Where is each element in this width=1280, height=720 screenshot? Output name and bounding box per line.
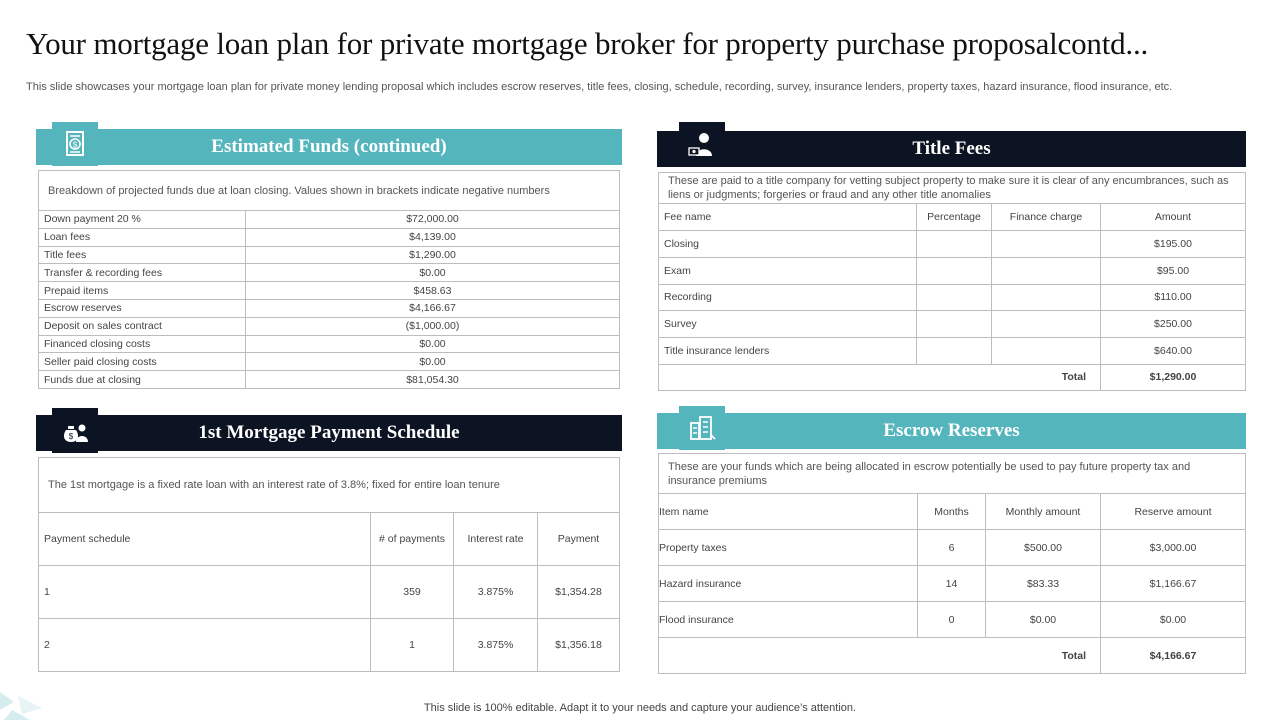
table-row: [659, 231, 1246, 258]
escrow-reserves-banner: [657, 413, 1246, 449]
table-row: [659, 257, 1246, 284]
estimated-funds-description: Breakdown of projected funds due at loan closing. Values shown in brackets indicate negative numbers: [39, 171, 620, 211]
column-header: Finance charge: [992, 204, 1101, 231]
fee-finance-cell: [992, 257, 1101, 284]
fund-label-cell: Transfer & recording fees: [39, 264, 246, 282]
fund-value-cell: $0.00: [246, 353, 620, 371]
estimated-funds-heading: Estimated Funds (continued): [211, 136, 447, 157]
fee-name-cell: Recording: [659, 284, 917, 311]
table-row: [39, 228, 620, 246]
table-row: [39, 371, 620, 389]
title-fees-heading: Title Fees: [912, 138, 991, 159]
table-row: [39, 335, 620, 353]
fund-value-cell: $4,166.67: [246, 299, 620, 317]
title-fees-header-row: [659, 204, 1246, 231]
fee-percentage-cell: [917, 257, 992, 284]
interest-rate-cell: 3.875%: [454, 619, 538, 672]
person-cash-icon: [679, 122, 725, 167]
column-header: Item name: [659, 494, 918, 530]
page-subtitle: This slide showcases your mortgage loan plan for private money lending proposal which includes escrow reserves, title fees, closing, schedule, recording, survey, insurance lenders, property taxes, hazard insurance, flood insurance, etc.: [26, 81, 1173, 93]
fund-value-cell: $72,000.00: [246, 211, 620, 229]
fund-label-cell: Deposit on sales contract: [39, 317, 246, 335]
payment-schedule-panel: [36, 408, 622, 674]
fee-finance-cell: [992, 284, 1101, 311]
total-label: Total: [659, 638, 1101, 674]
fee-finance-cell: [992, 338, 1101, 365]
escrow-item-cell: Hazard insurance: [659, 566, 918, 602]
column-header: Percentage: [917, 204, 992, 231]
interest-rate-cell: 3.875%: [454, 566, 538, 619]
total-value: $4,166.67: [1101, 638, 1246, 674]
fee-finance-cell: [992, 231, 1101, 258]
table-row: [39, 353, 620, 371]
fee-amount-cell: $195.00: [1101, 231, 1246, 258]
total-label: Total: [659, 364, 1101, 390]
table-row: [39, 211, 620, 229]
fee-amount-cell: $95.00: [1101, 257, 1246, 284]
schedule-cell: 1: [39, 566, 371, 619]
column-header: # of payments: [371, 513, 454, 566]
escrow-reserve-cell: $3,000.00: [1101, 530, 1246, 566]
fund-value-cell: $1,290.00: [246, 246, 620, 264]
payment-schedule-heading: 1st Mortgage Payment Schedule: [198, 422, 460, 443]
payment-count-cell: 1: [371, 619, 454, 672]
fund-value-cell: $0.00: [246, 264, 620, 282]
escrow-item-cell: Flood insurance: [659, 602, 918, 638]
escrow-reserve-cell: $1,166.67: [1101, 566, 1246, 602]
escrow-reserves-description: These are your funds which are being allocated in escrow potentially be used to pay future property tax and insurance premiums: [659, 454, 1246, 494]
fee-name-cell: Exam: [659, 257, 917, 284]
fund-label-cell: Loan fees: [39, 228, 246, 246]
escrow-item-cell: Property taxes: [659, 530, 918, 566]
fee-amount-cell: $250.00: [1101, 311, 1246, 338]
escrow-reserves-heading: Escrow Reserves: [883, 420, 1020, 441]
escrow-reserve-cell: $0.00: [1101, 602, 1246, 638]
title-fees-panel: [657, 122, 1246, 392]
fee-name-cell: Closing: [659, 231, 917, 258]
fee-percentage-cell: [917, 338, 992, 365]
table-row: [39, 317, 620, 335]
fee-finance-cell: [992, 311, 1101, 338]
svg-text:$: $: [68, 431, 74, 441]
svg-text:$: $: [72, 140, 78, 150]
fund-label-cell: Down payment 20 %: [39, 211, 246, 229]
escrow-monthly-cell: $83.33: [986, 566, 1101, 602]
fee-percentage-cell: [917, 284, 992, 311]
dollar-document-icon: [52, 122, 98, 166]
footer-note: This slide is 100% editable. Adapt it to your needs and capture your audience’s attention.: [423, 702, 857, 714]
table-row: [39, 299, 620, 317]
column-header: Reserve amount: [1101, 494, 1246, 530]
fund-label-cell: Escrow reserves: [39, 299, 246, 317]
payment-count-cell: 359: [371, 566, 454, 619]
escrow-months-cell: 0: [918, 602, 986, 638]
column-header: Monthly amount: [986, 494, 1101, 530]
table-row: [659, 284, 1246, 311]
escrow-total-row: [659, 638, 1246, 674]
fund-label-cell: Financed closing costs: [39, 335, 246, 353]
escrow-monthly-cell: $500.00: [986, 530, 1101, 566]
table-row: [659, 566, 1246, 602]
fund-value-cell: $81,054.30: [246, 371, 620, 389]
schedule-cell: 2: [39, 619, 371, 672]
payment-amount-cell: $1,356.18: [538, 619, 620, 672]
fee-percentage-cell: [917, 311, 992, 338]
table-row: [39, 566, 620, 619]
title-fees-banner: [657, 131, 1246, 167]
table-row: [39, 264, 620, 282]
fund-label-cell: Seller paid closing costs: [39, 353, 246, 371]
payment-schedule-header-row: [39, 513, 620, 566]
escrow-reserves-table: [658, 453, 1246, 674]
escrow-months-cell: 14: [918, 566, 986, 602]
table-row: [659, 311, 1246, 338]
escrow-header-row: [659, 494, 1246, 530]
payment-schedule-table: [38, 457, 620, 672]
title-fees-description: These are paid to a title company for vetting subject property to make sure it is clear of any encumbrances, such as liens or judgments; forgeries or fraud and any other title anomalies: [659, 173, 1246, 204]
fund-value-cell: $458.63: [246, 282, 620, 300]
estimated-funds-banner: [36, 129, 622, 165]
column-header: Interest rate: [454, 513, 538, 566]
table-row: [659, 602, 1246, 638]
title-fees-table: [658, 172, 1246, 391]
fee-name-cell: Survey: [659, 311, 917, 338]
column-header: Payment: [538, 513, 620, 566]
buildings-icon: [679, 406, 725, 450]
fund-label-cell: Prepaid items: [39, 282, 246, 300]
escrow-months-cell: 6: [918, 530, 986, 566]
payment-amount-cell: $1,354.28: [538, 566, 620, 619]
table-row: [39, 246, 620, 264]
page-title: Your mortgage loan plan for private mortgage broker for property purchase proposalcontd...: [26, 26, 1149, 61]
column-header: Amount: [1101, 204, 1246, 231]
fund-value-cell: ($1,000.00): [246, 317, 620, 335]
escrow-reserves-panel: [657, 406, 1246, 674]
fund-value-cell: $4,139.00: [246, 228, 620, 246]
estimated-funds-table: [38, 170, 620, 389]
total-value: $1,290.00: [1101, 364, 1246, 390]
money-bag-person-icon: [52, 408, 98, 453]
fee-amount-cell: $110.00: [1101, 284, 1246, 311]
table-row: [659, 338, 1246, 365]
fee-amount-cell: $640.00: [1101, 338, 1246, 365]
fee-percentage-cell: [917, 231, 992, 258]
table-row: [39, 282, 620, 300]
fund-label-cell: Title fees: [39, 246, 246, 264]
fund-value-cell: $0.00: [246, 335, 620, 353]
title-fees-total-row: [659, 364, 1246, 390]
table-row: [39, 619, 620, 672]
column-header: Payment schedule: [39, 513, 371, 566]
column-header: Fee name: [659, 204, 917, 231]
fund-label-cell: Funds due at closing: [39, 371, 246, 389]
column-header: Months: [918, 494, 986, 530]
payment-schedule-description: The 1st mortgage is a fixed rate loan with an interest rate of 3.8%; fixed for entire loan tenure: [39, 458, 620, 513]
escrow-monthly-cell: $0.00: [986, 602, 1101, 638]
fee-name-cell: Title insurance lenders: [659, 338, 917, 365]
estimated-funds-panel: [36, 122, 622, 390]
payment-schedule-banner: [36, 415, 622, 451]
table-row: [659, 530, 1246, 566]
